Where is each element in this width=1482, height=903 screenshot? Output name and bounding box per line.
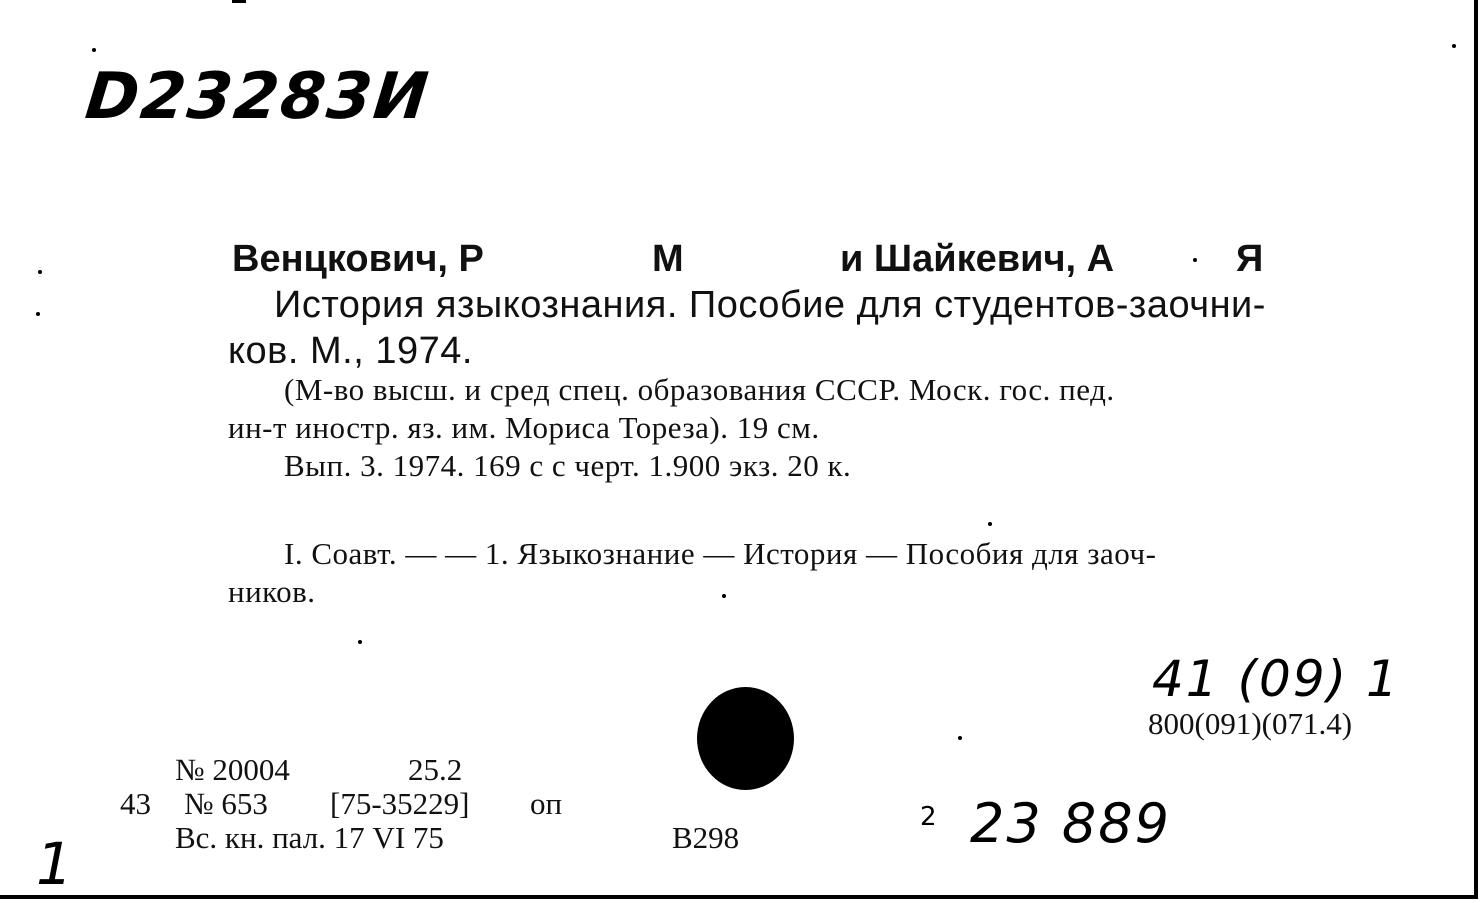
speck [988, 522, 992, 526]
series-line-1: (М-во высш. и сред спец. образования СССР. Моск. гос. пед. [284, 372, 1115, 407]
series-line-2: ин-т иностр. яз. им. Мориса Тореза). 19 см. [228, 410, 820, 445]
speck [92, 48, 96, 52]
speck [38, 270, 42, 274]
author1-initial: М [652, 238, 684, 280]
speck [358, 640, 362, 644]
tracings-line-2: ников. [228, 574, 316, 609]
speck [958, 736, 962, 740]
registration-prefix-2: 43 [120, 786, 151, 821]
issue-line: Вып. 3. 1974. 169 с с черт. 1.900 экз. 20 к. [284, 448, 852, 483]
tracings-line-1: I. Соавт. — — 1. Языкознание — История — Пособия для заоч- [284, 536, 1157, 571]
author2-initial: Я [1236, 238, 1264, 280]
inventory-prefix: 2 [920, 802, 939, 832]
registration-suffix-2: оп [530, 786, 563, 821]
author1-surname: Венцкович, Р [232, 238, 484, 280]
classification-handwritten: 41 (09) 1 [1152, 650, 1400, 708]
margin-mark: 1 [36, 830, 75, 898]
speck [722, 594, 726, 598]
speck [1452, 44, 1456, 48]
registration-ref-2: [75-35229] [330, 786, 470, 821]
registration-no-2: № 653 [184, 786, 268, 821]
registration-code-1: 25.2 [408, 752, 463, 787]
registration-code-3: В298 [672, 820, 740, 855]
registration-line-3: Вс. кн. пал. 17 VI 75 [175, 820, 444, 855]
punch-hole [697, 687, 794, 790]
classification-printed: 800(091)(071.4) [1148, 706, 1353, 741]
top-edge-mark [232, 0, 246, 3]
registration-no-1: № 20004 [175, 752, 290, 787]
speck [36, 312, 40, 316]
title-line-1: История языкознания. Пособие для студентов-заочни- [274, 284, 1266, 326]
call-number: D23283И [82, 60, 434, 134]
author2-surname: и Шайкевич, А [840, 238, 1115, 280]
inventory-number: 23 889 [970, 792, 1171, 855]
title-line-2: ков. М., 1974. [228, 330, 473, 372]
speck [1193, 258, 1197, 262]
